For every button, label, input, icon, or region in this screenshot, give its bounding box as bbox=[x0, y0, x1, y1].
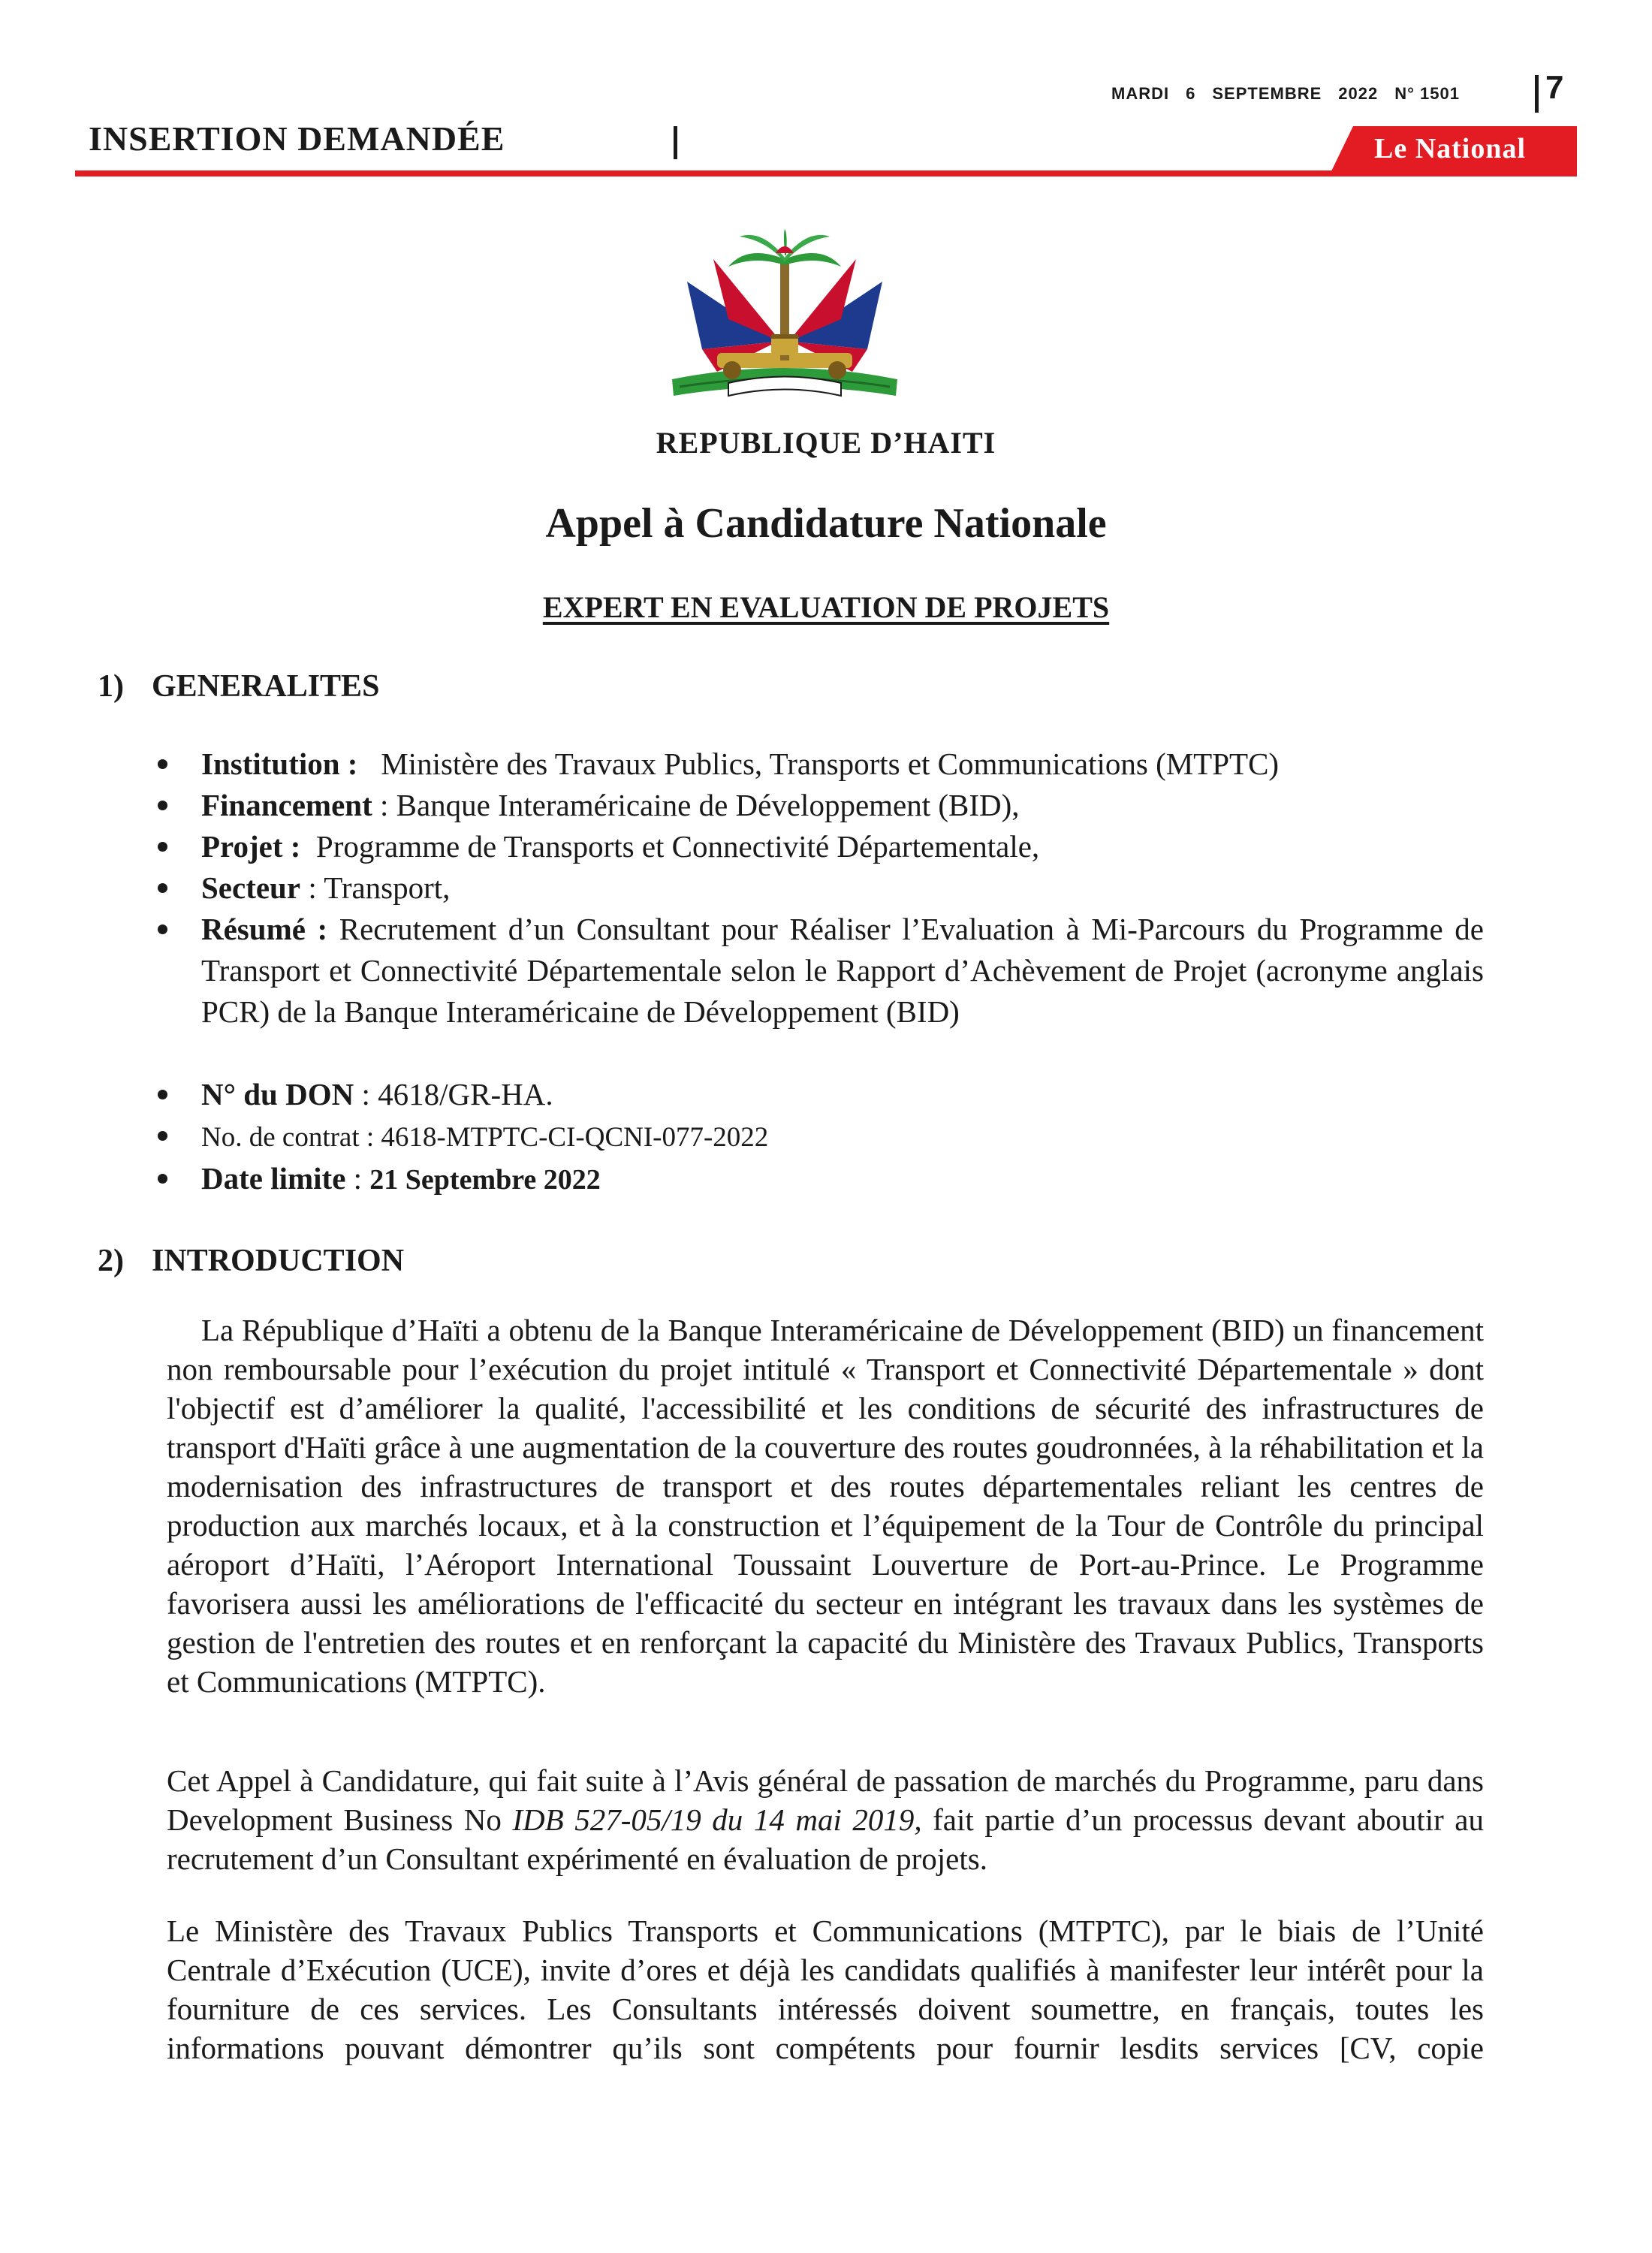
bullet-icon bbox=[158, 801, 167, 810]
section-number: 1) bbox=[98, 669, 124, 704]
bullet-icon bbox=[158, 1174, 167, 1184]
item-value: 21 Septembre 2022 bbox=[369, 1164, 601, 1196]
list-item-institution bbox=[152, 743, 1484, 785]
item-separator: : bbox=[345, 1161, 370, 1196]
item-value: Recrutement d’un Consultant pour Réaliser l’Evaluation à Mi-Parcours du Programme de Transport et Connectivité Départementale selon le Rapport d’Achèvement de Projet (acronyme anglais PCR) de la Banque Interaméricaine de Développement (BID) bbox=[201, 912, 1484, 1029]
page-number-divider bbox=[1535, 75, 1539, 113]
item-label: Financement bbox=[201, 788, 372, 822]
intro-paragraph-3: Le Ministère des Travaux Publics Transports et Communications (MTPTC), par le biais de l’Unité Centrale d’Exécution (UCE), invite d’ores et déjà les candidats qualifiés à manifester leur intérêt pour la fourniture de ces services. Les Consultants intéressés doivent soumettre, en français, toutes les informations pouvant démontrer qu’ils sont compétents pour fournir lesdits services [CV, copie bbox=[167, 1914, 1484, 2065]
list-item-secteur bbox=[152, 867, 1484, 909]
generalites-list bbox=[152, 743, 1484, 1201]
bullet-icon bbox=[158, 924, 167, 934]
issue-number: N° 1501 bbox=[1394, 84, 1460, 103]
document-title: Appel à Candidature Nationale bbox=[545, 500, 1107, 547]
item-value: Ministère des Travaux Publics, Transports et Communications (MTPTC) bbox=[381, 746, 1280, 781]
item-label: Date limite bbox=[201, 1161, 346, 1196]
item-value: No. de contrat : 4618-MTPTC-CI-QCNI-077-2022 bbox=[201, 1122, 769, 1153]
bullet-icon bbox=[158, 842, 167, 852]
issue-month: SEPTEMBRE bbox=[1212, 84, 1322, 103]
item-label: Institution : bbox=[201, 746, 358, 781]
section-heading-introduction bbox=[98, 1243, 404, 1279]
issue-day: MARDI bbox=[1111, 84, 1170, 103]
list-item-resume bbox=[152, 909, 1484, 1033]
list-item-financement bbox=[152, 785, 1484, 826]
newspaper-name: Le National bbox=[1374, 133, 1527, 164]
item-label: N° du DON bbox=[201, 1077, 354, 1111]
section-divider bbox=[674, 126, 677, 159]
section-heading-generalites bbox=[98, 668, 379, 704]
haiti-coat-of-arms-icon bbox=[657, 229, 912, 409]
item-value: : Transport, bbox=[308, 870, 451, 905]
bullet-icon bbox=[158, 883, 167, 893]
item-label: Secteur bbox=[201, 870, 301, 905]
publication-reference: IDB 527-05/19 du 14 mai 2019, bbox=[512, 1802, 922, 1837]
country-heading: REPUBLIQUE D’HAITI bbox=[656, 426, 996, 460]
section-title: GENERALITES bbox=[152, 669, 380, 704]
bullet-icon bbox=[158, 1090, 167, 1099]
paragraph-text: Cet Appel à Candidature, qui fait suite à l’Avis général de passation de marchés du Programme, paru dans Development Business No bbox=[167, 1763, 1484, 1837]
intro-paragraph-2 bbox=[167, 1761, 1484, 1878]
section-label: INSERTION DEMANDÉE bbox=[89, 119, 505, 158]
list-item-date-limite bbox=[152, 1158, 1484, 1201]
masthead bbox=[0, 0, 1652, 188]
issue-year: 2022 bbox=[1338, 84, 1379, 103]
page-number: 7 bbox=[1545, 69, 1564, 106]
list-item-don bbox=[152, 1074, 1484, 1115]
item-value: : Banque Interaméricaine de Développement (BID), bbox=[380, 788, 1020, 822]
bullet-icon bbox=[158, 1131, 167, 1141]
list-item-contrat bbox=[152, 1115, 1484, 1158]
intro-paragraph-1: La République d’Haïti a obtenu de la Banque Interaméricaine de Développement (BID) un financement non remboursable pour l’exécution du projet intitulé « Transport et Connectivité Départementale » dont l'objectif est d’améliorer la qualité, l'accessibilité et les conditions de sécurité des infrastructures de transport d'Haïti grâce à une augmentation de la couverture des routes goudronnées, à la réhabilitation et la modernisation des infrastructures de transport et des routes départementales reliant les centres de production aux marchés locaux, et à la construction et l’équipement de la Tour de Contrôle du principal aéroport d’Haïti, l’Aéroport International Toussaint Louverture de Port-au-Prince. Le Programme favorisera aussi les améliorations de l'efficacité du secteur en intégrant les travaux dans les systèmes de gestion de l'entretien des routes et en renforçant la capacité du Ministère des Travaux Publics, Transports et Communications (MTPTC). bbox=[167, 1313, 1484, 1699]
item-label: Projet : bbox=[201, 829, 301, 864]
section-number: 2) bbox=[98, 1244, 124, 1278]
bullet-icon bbox=[158, 759, 167, 769]
item-value: : 4618/GR-HA. bbox=[361, 1077, 553, 1111]
item-label: Résumé : bbox=[201, 912, 328, 946]
list-item-projet bbox=[152, 826, 1484, 867]
document-subtitle: EXPERT EN EVALUATION DE PROJETS bbox=[542, 590, 1110, 624]
issue-date-line bbox=[1111, 84, 1476, 104]
paragraph-text: fait partie d’un processus devant aboutir au recrutement d’un Consultant expérimenté en évaluation de projets. bbox=[167, 1802, 1484, 1876]
section-title: INTRODUCTION bbox=[152, 1244, 405, 1278]
issue-date-number: 6 bbox=[1186, 84, 1196, 103]
item-value: Programme de Transports et Connectivité Départementale, bbox=[315, 829, 1040, 864]
